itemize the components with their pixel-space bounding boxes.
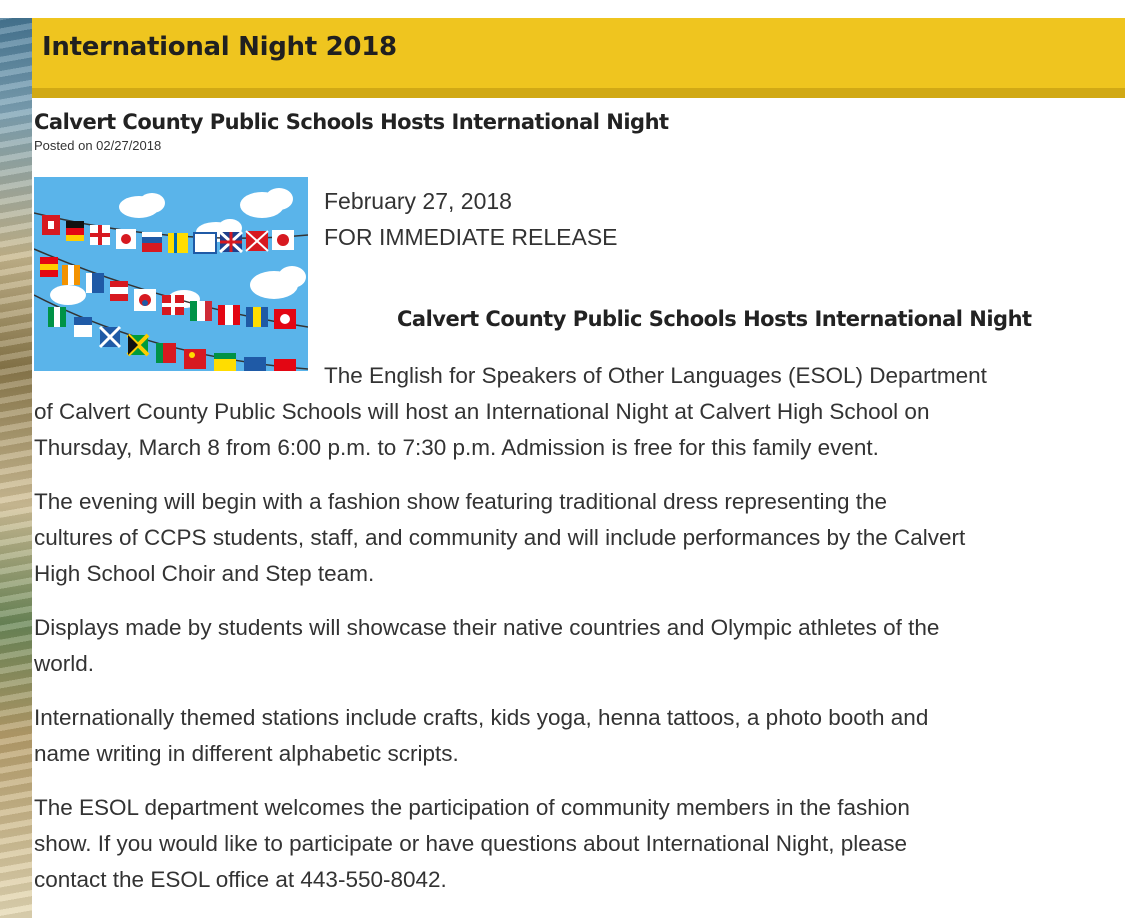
paragraph-2-line-2: cultures of CCPS students, staff, and community and will include performances by the Calvert — [34, 525, 966, 550]
paragraph-3-line-1: Displays made by students will showcase their native countries and Olympic athletes of the — [34, 615, 940, 640]
content-panel — [32, 18, 1125, 918]
paragraph-5-line-3: contact the ESOL office at 443-550-8042. — [34, 867, 447, 892]
paragraph-1-line-3: Thursday, March 8 from 6:00 p.m. to 7:30 p.m. Admission is free for this family event. — [34, 435, 879, 460]
paragraph-2-line-3: High School Choir and Step team. — [34, 561, 375, 586]
paragraph-2-line-1: The evening will begin with a fashion show featuring traditional dress representing the — [34, 489, 888, 514]
paragraph-3-line-2: world. — [34, 651, 95, 676]
paragraph-5-line-2: show. If you would like to participate or have questions about International Night, please — [34, 831, 908, 856]
page-title: International Night 2018 — [42, 32, 397, 62]
paragraph-4-line-2: name writing in different alphabetic scripts. — [34, 741, 459, 766]
flags-illustration — [34, 177, 308, 371]
release-label: FOR IMMEDIATE RELEASE — [324, 224, 618, 250]
press-headline: Calvert County Public Schools Hosts International Night — [397, 307, 1032, 331]
paragraph-4-line-1: Internationally themed stations include crafts, kids yoga, henna tattoos, a photo booth and — [34, 705, 929, 730]
paragraph-5-line-1: The ESOL department welcomes the participation of community members in the fashion — [34, 795, 910, 820]
paragraph-1-line-2: of Calvert County Public Schools will host an International Night at Calvert High School on — [34, 399, 930, 424]
top-edge — [0, 0, 1125, 18]
background-photo-strip — [0, 0, 34, 918]
article-title[interactable]: Calvert County Public Schools Hosts International Night — [34, 110, 669, 134]
paragraph-1-line-1: The English for Speakers of Other Languages (ESOL) Department — [324, 363, 987, 388]
flags-bunting-image — [34, 177, 308, 371]
press-dateline — [324, 183, 618, 255]
page-title-bar — [32, 18, 1125, 98]
release-date: February 27, 2018 — [324, 188, 512, 214]
posted-date: Posted on 02/27/2018 — [34, 138, 162, 153]
